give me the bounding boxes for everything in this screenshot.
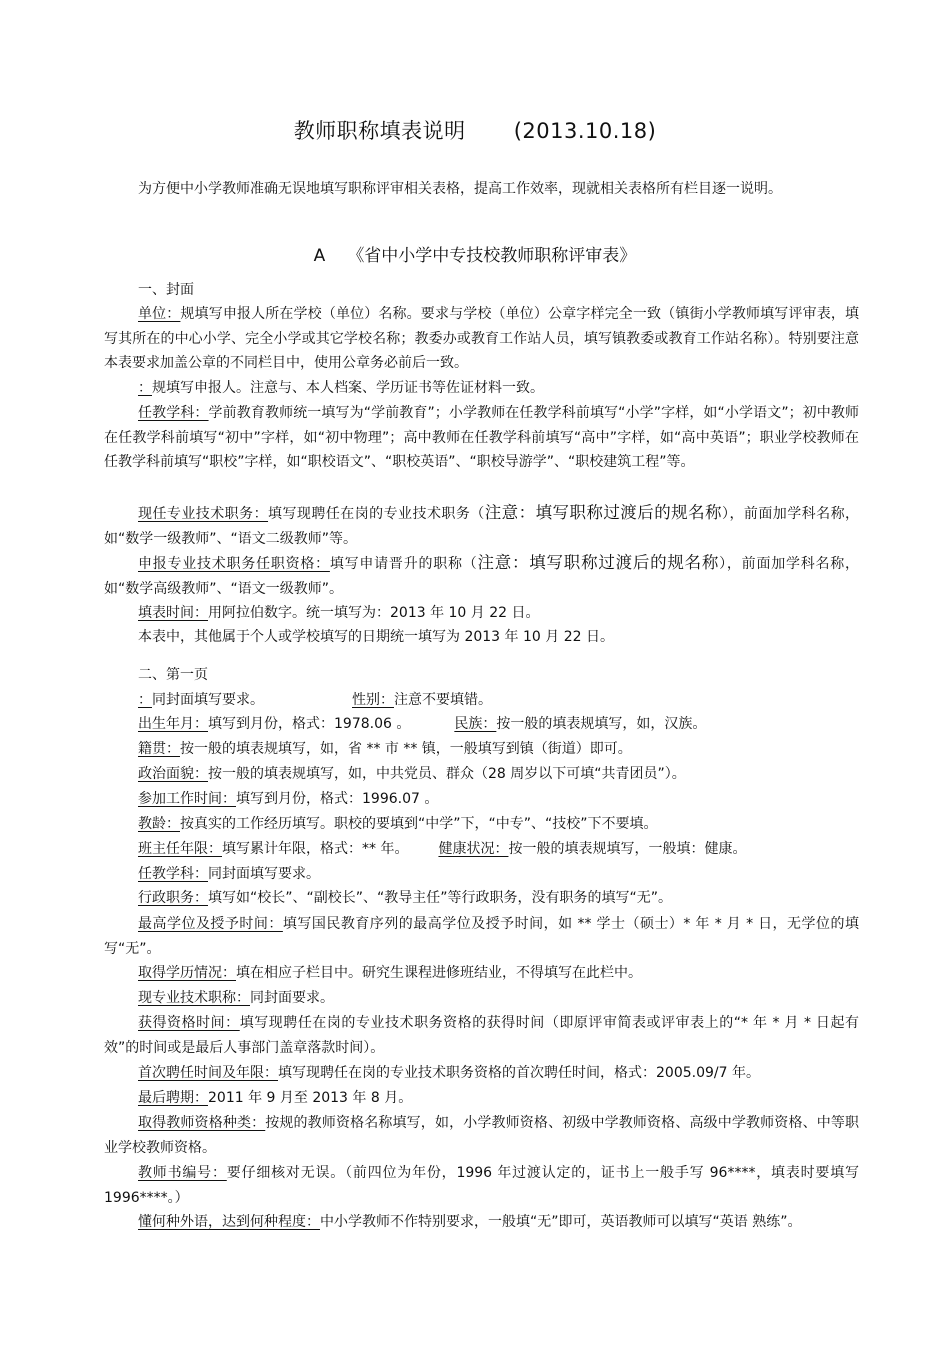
page1-first-hire xyxy=(104,1061,859,1086)
field-text: 填写现聘任在岗的专业技术职务（ xyxy=(268,506,485,522)
form-name: 《省中小学中专技校教师职称评审表》 xyxy=(347,246,637,266)
field-text: 规填写申报人所在学校（单位）名称。要求与学校（单位）公章字样完全一致（镇街小学教师填写评审表，填写其所在的中心小学、完全小学或其它学校名称；教委办或教育工作站人员，填写镇教委或教育工作站名称）。特别要注意本表要求加盖公章的不同栏目中，使用公章务必前后一致。 xyxy=(104,306,859,371)
cover-subject xyxy=(104,401,859,475)
field-note: 注意：填写职称过渡后的规名称 xyxy=(484,503,722,522)
field-text: ），前面加学科名称，如“数学高级教师”、“语文一级教师”。 xyxy=(104,556,860,597)
cover-name xyxy=(104,376,859,401)
page1-native xyxy=(104,737,859,762)
page1-subject xyxy=(104,862,859,887)
field-label: 任教学科： xyxy=(138,405,209,421)
field-text: ），前面加学科名称，如“数学一级教师”、“语文二级教师”等。 xyxy=(104,506,860,547)
page1-cert-number xyxy=(104,1161,859,1210)
title-date: (2013.10.18) xyxy=(513,119,657,143)
field-label: 健康状况： xyxy=(438,841,509,857)
field-text: 按一般的填表规填写，一般填：健康。 xyxy=(508,841,747,857)
field-text: 按一般的填表规填写，如，中共党员、群众（28 周岁以下可填“共青团员”）。 xyxy=(208,766,686,782)
page1-current-title xyxy=(104,986,859,1011)
section-heading-cover: 一、封面 xyxy=(138,282,194,298)
field-label: 政治面貌： xyxy=(138,766,208,782)
page1-education xyxy=(104,961,859,986)
field-label: 教师书编号： xyxy=(138,1165,227,1181)
field-text: 按规的教师资格名称填写，如，小学教师资格、初级中学教师资格、高级中学教师资格、中等职业学校教师资格。 xyxy=(104,1115,860,1156)
cover-apply-title xyxy=(104,551,859,601)
field-label: 班主任年限： xyxy=(138,841,222,857)
page1-political xyxy=(104,762,859,787)
cover-unit xyxy=(104,302,859,376)
field-label: 现专业技术职称： xyxy=(138,990,250,1006)
field-text: 按一般的填表规填写，如，省 ** 市 ** 镇，一般填写到镇（街道）即可。 xyxy=(180,741,632,757)
field-label: 取得学历情况： xyxy=(138,965,236,981)
field-label: 懂何种外语，达到何种程度： xyxy=(138,1214,320,1230)
page1-birth-nation xyxy=(104,712,859,737)
page1-foreign-language xyxy=(104,1210,859,1235)
page1-headteacher-health xyxy=(104,837,859,862)
field-text: 按真实的工作经历填写。职校的要填到“中学”下，“中专”、“技校”下不要填。 xyxy=(180,816,658,832)
field-text: 同封面要求。 xyxy=(250,990,334,1006)
cover-current-title xyxy=(104,501,859,551)
page1-name-gender xyxy=(104,688,859,713)
page1-cert-type xyxy=(104,1111,859,1160)
field-label: 首次聘任时间及年限： xyxy=(138,1065,278,1081)
field-label: ： xyxy=(138,692,152,708)
field-text: 填写到月份，格式：1978.06 。 xyxy=(208,716,411,732)
field-text: 填写现聘任在岗的专业技术职务资格的首次聘任时间，格式：2005.09/7 年。 xyxy=(278,1065,760,1081)
form-heading xyxy=(0,241,950,266)
field-label: 籍贯： xyxy=(138,741,180,757)
field-text: 填在相应子栏目中。研究生课程进修班结业，不得填写在此栏中。 xyxy=(236,965,642,981)
page1-work-start xyxy=(104,787,859,812)
field-label: 最后聘期： xyxy=(138,1090,208,1106)
field-label: 最高学位及授予时间： xyxy=(138,916,283,932)
page1-last-hire xyxy=(104,1086,859,1111)
page1-admin-post xyxy=(104,886,859,911)
field-label: 获得资格时间： xyxy=(138,1015,240,1031)
field-text: 学前教育教师统一填写为“学前教育”；小学教师在任教学科前填写“小学”字样，如“小学语文”；初中教师在任教学科前填写“初中”字样，如“初中物理”；高中教师在任教学科前填写“高中”字样，如“高中英语”；职业学校教师在任教学科前填写“职校”字样，如“职校语文”、“职校英语”、“职校导游学”、“职校建筑工程”等。 xyxy=(104,405,860,470)
field-label: 参加工作时间： xyxy=(138,791,236,807)
field-text: 填写国民教育序列的最高学位及授予时间，如 ** 学士（硕士）* 年 * 月 * 日，无学位的填写“无”。 xyxy=(104,916,859,957)
field-note: 注意：填写职称过渡后的规名称 xyxy=(477,553,720,572)
field-label: 行政职务： xyxy=(138,890,208,906)
form-letter: A xyxy=(313,246,326,266)
field-text: 2011 年 9 月至 2013 年 8 月。 xyxy=(208,1090,413,1106)
field-text: 同封面填写要求。 xyxy=(208,866,320,882)
field-label: 取得教师资格种类： xyxy=(138,1115,266,1131)
cover-other-date: 本表中，其他属于个人或学校填写的日期统一填写为 2013 年 10 月 22 日。 xyxy=(138,629,614,645)
field-text: 用阿拉伯数字。统一填写为：2013 年 10 月 22 日。 xyxy=(208,605,540,621)
field-label: 教龄： xyxy=(138,816,180,832)
intro-paragraph: 为方便中小学教师准确无误地填写职称评审相关表格，提高工作效率，现就相关表格所有栏目逐一说明。 xyxy=(138,181,782,197)
field-text: 同封面填写要求。 xyxy=(152,692,264,708)
field-label: 填表时间： xyxy=(138,605,208,621)
cover-fill-date xyxy=(104,601,859,626)
field-text: 规填写申报人。注意与、本人档案、学历证书等佐证材料一致。 xyxy=(152,380,544,396)
page1-teaching-age xyxy=(104,812,859,837)
field-text: 填写现聘任在岗的专业技术职务资格的获得时间（即原评审简表或评审表上的“* 年 * 月 * 日起有效”的时间或是最后人事部门盖章落款时间）。 xyxy=(104,1015,859,1056)
field-text: 填写如“校长”、“副校长”、“教导主任”等行政职务，没有职务的填写“无”。 xyxy=(208,890,673,906)
section-heading-page1: 二、第一页 xyxy=(138,667,208,683)
page-title xyxy=(0,115,950,145)
page1-degree xyxy=(104,912,859,961)
field-label: 任教学科： xyxy=(138,866,208,882)
field-text: 填写申请晋升的职称（ xyxy=(329,556,478,572)
field-label: 单位： xyxy=(138,306,181,322)
page1-qual-time xyxy=(104,1011,859,1060)
field-text: 填写累计年限，格式：** 年。 xyxy=(222,841,409,857)
field-label: 性别： xyxy=(352,692,394,708)
field-label: 申报专业技术职务任职资格： xyxy=(138,556,330,572)
field-label: 出生年月： xyxy=(138,716,208,732)
field-text: 中小学教师不作特别要求，一般填“无”即可，英语教师可以填写“英语 熟练”。 xyxy=(320,1214,802,1230)
field-text: 注意不要填错。 xyxy=(394,692,492,708)
field-label: 现任专业技术职务： xyxy=(138,506,269,522)
title-text: 教师职称填表说明 xyxy=(293,119,466,143)
field-label: 民族： xyxy=(454,716,497,732)
field-text: 填写到月份，格式：1996.07 。 xyxy=(236,791,439,807)
field-label: ： xyxy=(138,380,152,396)
field-text: 要仔细核对无误。（前四位为年份，1996 年过渡认定的，证书上一般手写 96****，填表时要填写 1996****。） xyxy=(104,1165,860,1206)
field-text: 按一般的填表规填写，如，汉族。 xyxy=(496,716,707,732)
